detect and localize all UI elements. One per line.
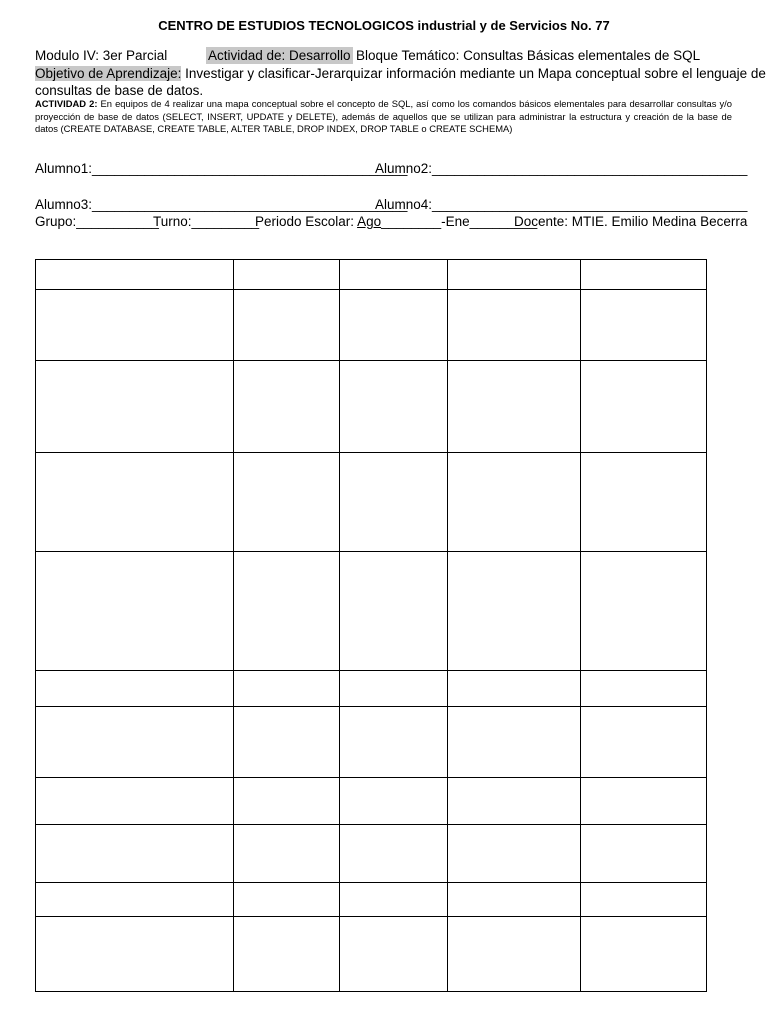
table-cell[interactable] [340, 361, 448, 453]
table-cell[interactable] [36, 260, 234, 290]
table-cell[interactable] [448, 260, 581, 290]
docente-text: Docente: MTIE. Emilio Medina Becerra [514, 214, 748, 229]
table-cell[interactable] [234, 917, 340, 992]
table-cell[interactable] [581, 552, 707, 671]
table-cell[interactable] [234, 825, 340, 883]
turno-field[interactable]: Turno:_________ [153, 214, 260, 229]
table-cell[interactable] [448, 917, 581, 992]
concept-map-table [35, 259, 707, 992]
activity-description [35, 98, 732, 136]
table-cell[interactable] [581, 671, 707, 707]
modulo-text: Modulo IV: 3er Parcial [35, 48, 168, 63]
table-cell[interactable] [448, 825, 581, 883]
table-row [36, 552, 707, 671]
table-cell[interactable] [36, 825, 234, 883]
table-cell[interactable] [234, 361, 340, 453]
table-cell[interactable] [36, 707, 234, 778]
table-cell[interactable] [36, 290, 234, 361]
actividad-text: Actividad de: Desarrollo [208, 48, 351, 63]
table-cell[interactable] [234, 778, 340, 825]
table-cell[interactable] [340, 883, 448, 917]
table-cell[interactable] [581, 260, 707, 290]
table-cell[interactable] [581, 707, 707, 778]
table-cell[interactable] [340, 552, 448, 671]
alumno3-field[interactable]: Alumno3:__________________________________________ [35, 197, 408, 212]
periodo-rest: ________-Ene_________ [381, 214, 538, 229]
table-row [36, 361, 707, 453]
table-cell[interactable] [581, 778, 707, 825]
alumno2-field[interactable]: Alumno2:__________________________________________ [375, 161, 748, 176]
table-cell[interactable] [448, 552, 581, 671]
alumno1-field[interactable]: Alumno1:__________________________________________ [35, 161, 408, 176]
alumno4-field[interactable]: Alumno4:__________________________________________ [375, 197, 748, 212]
table-row [36, 825, 707, 883]
table-cell[interactable] [448, 361, 581, 453]
objetivo-text-cont: consultas de base de datos. [35, 83, 204, 98]
table-cell[interactable] [340, 671, 448, 707]
table-cell[interactable] [36, 917, 234, 992]
table-cell[interactable] [340, 917, 448, 992]
table-cell[interactable] [234, 883, 340, 917]
table-row [36, 290, 707, 361]
table-cell[interactable] [234, 552, 340, 671]
periodo-label: Periodo Escolar: [255, 214, 358, 229]
periodo-field[interactable] [255, 213, 537, 230]
periodo-ago: Ago [357, 214, 382, 229]
table-cell[interactable] [581, 290, 707, 361]
table-cell[interactable] [36, 361, 234, 453]
objetivo-label: Objetivo de Aprendizaje: [35, 66, 182, 81]
table-cell[interactable] [340, 778, 448, 825]
table-cell[interactable] [36, 552, 234, 671]
objetivo-line [35, 65, 766, 82]
table-cell[interactable] [234, 707, 340, 778]
table-cell[interactable] [448, 883, 581, 917]
table-cell[interactable] [340, 707, 448, 778]
table-cell[interactable] [234, 671, 340, 707]
bloque-text: Bloque Temático: Consultas Básicas elementales de SQL [356, 48, 701, 63]
table-row [36, 883, 707, 917]
table-cell[interactable] [448, 671, 581, 707]
activity-text: En equipos de 4 realizar una mapa conceptual sobre el concepto de SQL, así como los comandos básicos elementales para desarrollar consultas y/o proyección de base de datos (SELECT, INSERT, UPDATE y DELETE), además de aquellos que se utilizan para administrar la estructura y creación de la base de datos (CREATE DATABASE, CREATE TABLE, ALTER TABLE, DROP INDEX, DROP TABLE o CREATE SCHEMA) [35, 98, 732, 135]
table-cell[interactable] [36, 671, 234, 707]
table-cell[interactable] [340, 825, 448, 883]
table-cell[interactable] [36, 453, 234, 552]
table-cell[interactable] [581, 917, 707, 992]
table-cell[interactable] [340, 260, 448, 290]
table-cell[interactable] [581, 825, 707, 883]
document-title: CENTRO DE ESTUDIOS TECNOLOGICOS industrial y de Servicios No. 77 [158, 18, 610, 33]
table-row [36, 453, 707, 552]
table-cell[interactable] [581, 361, 707, 453]
activity-label: ACTIVIDAD 2: [35, 98, 98, 109]
table-cell[interactable] [234, 453, 340, 552]
table-cell[interactable] [36, 778, 234, 825]
table-cell[interactable] [234, 290, 340, 361]
table-cell[interactable] [448, 453, 581, 552]
table-cell[interactable] [448, 707, 581, 778]
table-row [36, 707, 707, 778]
objetivo-text: Investigar y clasificar-Jerarquizar información mediante un Mapa conceptual sobre el lenguaje de [181, 66, 766, 81]
table-row [36, 671, 707, 707]
grupo-field[interactable]: Grupo:___________ [35, 214, 159, 229]
table-cell[interactable] [448, 290, 581, 361]
table-cell[interactable] [340, 290, 448, 361]
table-cell[interactable] [448, 778, 581, 825]
table-row [36, 778, 707, 825]
table-row [36, 917, 707, 992]
table-cell[interactable] [36, 883, 234, 917]
table-cell[interactable] [581, 883, 707, 917]
table-cell[interactable] [340, 453, 448, 552]
table-cell[interactable] [581, 453, 707, 552]
table-cell[interactable] [234, 260, 340, 290]
table-row [36, 260, 707, 290]
